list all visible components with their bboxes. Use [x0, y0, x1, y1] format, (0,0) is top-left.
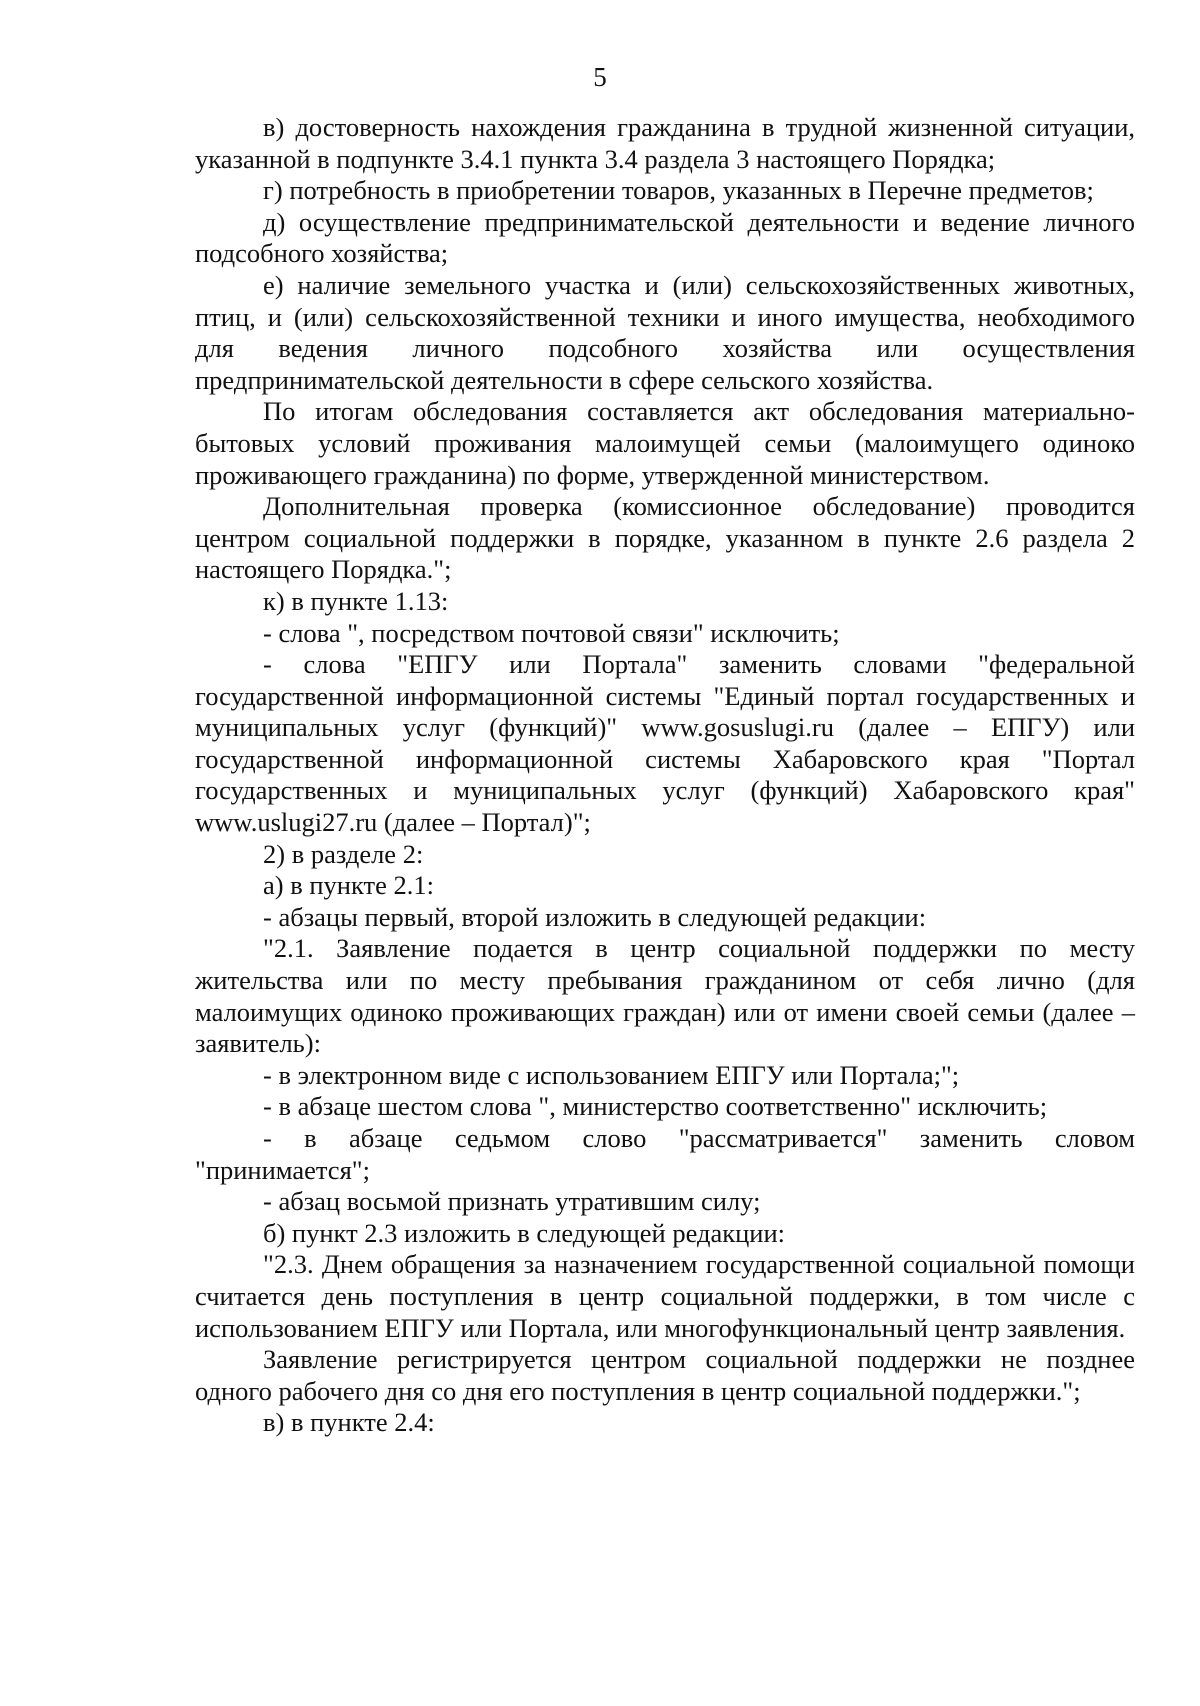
- document-body: [195, 112, 1135, 1439]
- paragraph: 2) в разделе 2:: [263, 838, 424, 869]
- paragraph: к) в пункте 1.13:: [263, 585, 449, 616]
- paragraph: - в электронном виде с использованием ЕПГУ или Портала;";: [263, 1059, 960, 1090]
- paragraph: д) осуществление предпринимательской деятельности и ведение личного подсобного хозяйства;: [195, 206, 1135, 269]
- paragraph: Дополнительная проверка (комиссионное обследование) проводится центром социальной поддержки в порядке, указанном в пункте 2.6 раздела 2 настоящего Порядка.";: [195, 491, 1135, 585]
- paragraph: - слова ", посредством почтовой связи" исключить;: [263, 617, 840, 648]
- paragraph: "2.1. Заявление подается в центр социальной поддержки по месту жительства или по месту пребывания гражданином от себя лично (для малоимущих одиноко проживающих граждан) или от имени своей семьи (далее – заявитель):: [195, 933, 1135, 1059]
- paragraph: - слова "ЕПГУ или Портала" заменить словами "федеральной государственной информационной системы "Единый портал государственных и муниципальных услуг (функций)" www.gosuslugi.ru (далее – ЕПГУ) или государственной информационной системы Хабаровского края "Портал государственных и муниципальных услуг (функций) Хабаровского края" www.uslugi27.ru (далее – Портал)";: [195, 649, 1135, 838]
- paragraph: - в абзаце шестом слова ", министерство соответственно" исключить;: [263, 1091, 1048, 1122]
- paragraph: б) пункт 2.3 изложить в следующей редакции:: [263, 1217, 786, 1248]
- paragraph: "2.3. Днем обращения за назначением государственной социальной помощи считается день поступления в центр социальной поддержки, в том числе с использованием ЕПГУ или Портала, или многофункциональный центр заявления.: [195, 1249, 1135, 1343]
- paragraph: в) в пункте 2.4:: [263, 1407, 435, 1438]
- page-number: 5: [593, 62, 607, 92]
- paragraph: е) наличие земельного участка и (или) сельскохозяйственных животных, птиц, и (или) сельскохозяйственной техники и иного имущества, необходимого для ведения личного подсобного хозяйства или осуществления предпринимательской деятельности в сфере сельского хозяйства.: [195, 269, 1135, 395]
- paragraph: в) достоверность нахождения гражданина в трудной жизненной ситуации, указанной в подпункте 3.4.1 пункта 3.4 раздела 3 настоящего Порядка;: [195, 112, 1135, 174]
- paragraph: г) потребность в приобретении товаров, указанных в Перечне предметов;: [263, 175, 1094, 206]
- paragraph: - абзац восьмой признать утратившим силу;: [263, 1186, 761, 1217]
- paragraph: - в абзаце седьмом слово "рассматривается" заменить словом "принимается";: [195, 1123, 1135, 1185]
- paragraph: Заявление регистрируется центром социальной поддержки не позднее одного рабочего дня со дня его поступления в центр социальной поддержки.";: [195, 1344, 1135, 1406]
- paragraph: - абзацы первый, второй изложить в следующей редакции:: [263, 901, 927, 932]
- paragraph: а) в пункте 2.1:: [263, 870, 434, 901]
- paragraph: По итогам обследования составляется акт обследования материально-бытовых условий проживания малоимущей семьи (малоимущего одиноко проживающего гражданина) по форме, утвержденной министерством.: [195, 396, 1135, 490]
